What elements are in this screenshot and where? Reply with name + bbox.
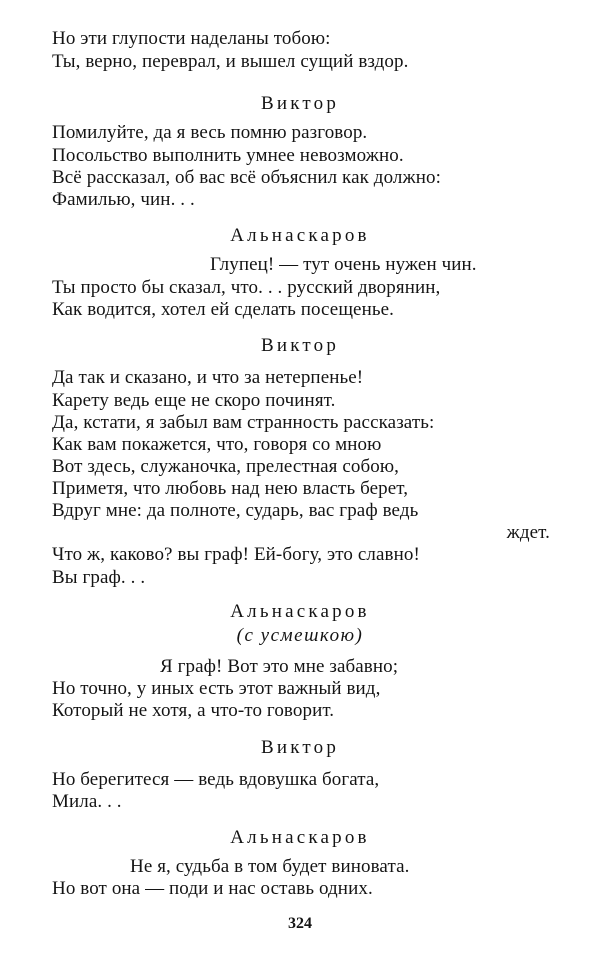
- verse-line: Вы граф. . .: [52, 567, 146, 588]
- verse-line-continuation: ждет.: [506, 522, 550, 543]
- verse-line: Но берегитеся — ведь вдовушка богата,: [52, 769, 380, 790]
- verse-line: Фамилью, чин. . .: [52, 189, 195, 210]
- verse-line: Вот здесь, служаночка, прелестная собою,: [52, 456, 400, 477]
- verse-line: Посольство выполнить умнее невозможно.: [52, 145, 404, 166]
- stage-direction: (с усмешкою): [236, 625, 364, 646]
- speaker-name: Альнаскаров: [230, 601, 370, 622]
- verse-line: Как водится, хотел ей сделать посещенье.: [52, 299, 395, 320]
- speaker-name: Альнаскаров: [230, 827, 370, 848]
- speaker-name: Виктор: [260, 737, 340, 758]
- verse-line: Да, кстати, я забыл вам странность рассказать:: [52, 412, 435, 433]
- verse-line: Ты, верно, переврал, и вышел сущий вздор.: [52, 51, 409, 72]
- verse-line: Глупец! — тут очень нужен чин.: [210, 254, 477, 275]
- verse-line: Всё рассказал, об вас всё объяснил как должно:: [52, 167, 441, 188]
- verse-line: Карету ведь еще не скоро починят.: [52, 390, 336, 411]
- verse-line: Но вот она — поди и нас оставь одних.: [52, 878, 373, 899]
- verse-line: Я граф! Вот это мне забавно;: [160, 656, 399, 677]
- verse-line: Ты просто бы сказал, что. . . русский дворянин,: [52, 277, 441, 298]
- speaker-name: Виктор: [260, 335, 340, 356]
- speaker-name: Виктор: [260, 93, 340, 114]
- verse-line: Но точно, у иных есть этот важный вид,: [52, 678, 381, 699]
- verse-line: Как вам покажется, что, говоря со мною: [52, 434, 382, 455]
- verse-line: Да так и сказано, и что за нетерпенье!: [52, 367, 364, 388]
- speaker-name: Альнаскаров: [230, 225, 370, 246]
- page-number: 324: [288, 915, 312, 932]
- verse-line: Что ж, каково? вы граф! Ей-богу, это славно!: [52, 544, 420, 565]
- verse-line: Помилуйте, да я весь помню разговор.: [52, 122, 368, 143]
- verse-line: Приметя, что любовь над нею власть берет,: [52, 478, 409, 499]
- verse-line: Мила. . .: [52, 791, 122, 812]
- verse-line: Но эти глупости наделаны тобою:: [52, 28, 331, 49]
- verse-line: Не я, судьба в том будет виновата.: [130, 856, 410, 877]
- verse-line: Который не хотя, а что-то говорит.: [52, 700, 335, 721]
- verse-line: Вдруг мне: да полноте, сударь, вас граф ведь: [52, 500, 419, 521]
